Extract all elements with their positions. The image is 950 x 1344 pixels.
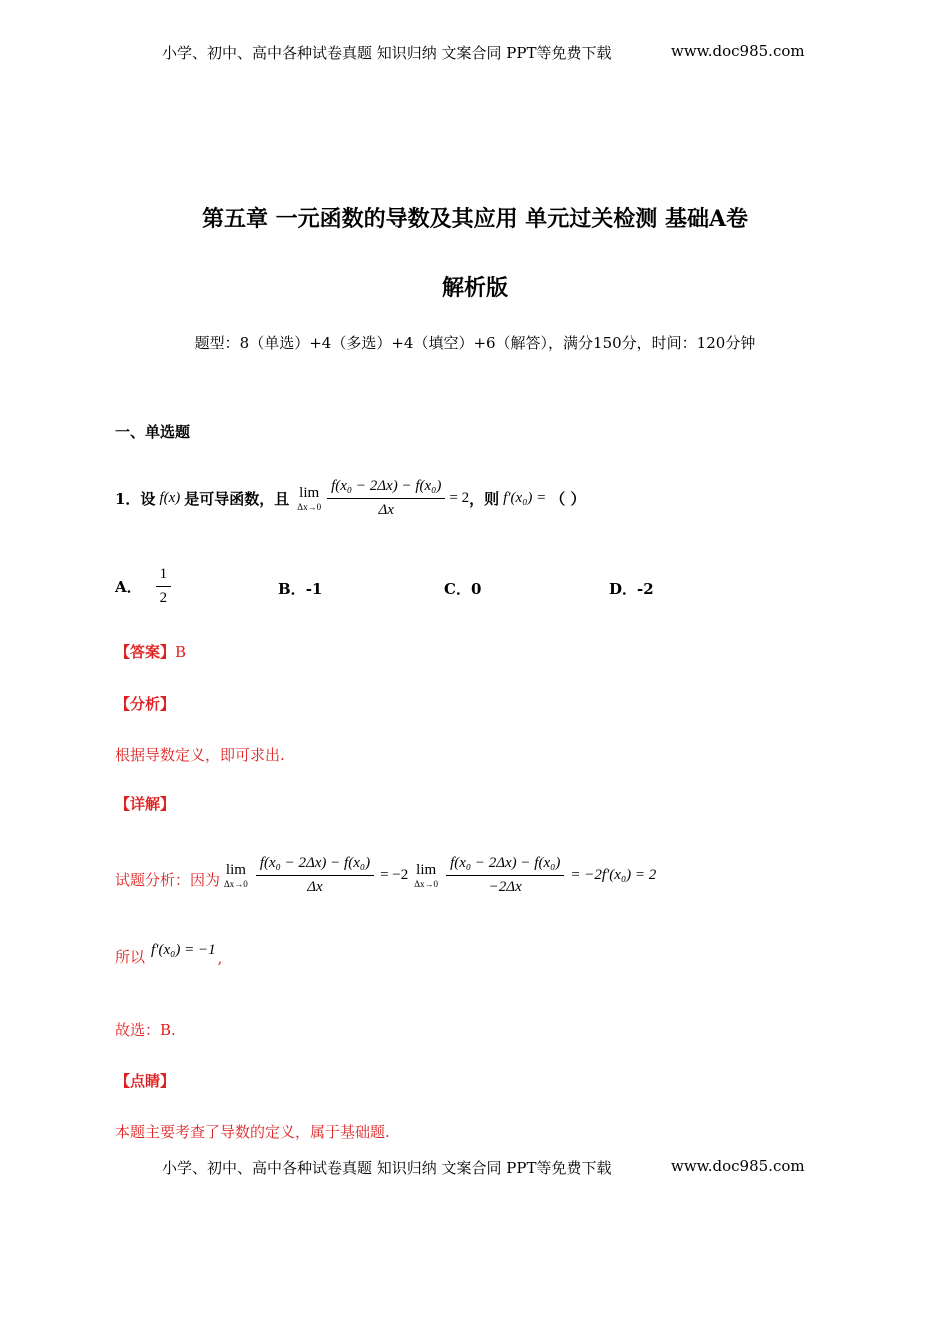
derivation-tail: = −2f′(x₀) = 2 [570, 867, 657, 883]
exam-meta: 题型：8（单选）+4（多选）+4（填空）+6（解答），满分150分，时间：120分钟 [194, 334, 756, 352]
question-text-then: ，则 [469, 489, 500, 508]
conclusion-prefix: 所以 [115, 948, 146, 966]
option-d-label: D． [609, 580, 638, 598]
footer-url[interactable]: www.doc985.com [671, 1157, 805, 1175]
question-text-mid: 是可导函数，且 [184, 489, 290, 508]
page-title: 第五章 一元函数的导数及其应用 单元过关检测 基础A卷 [201, 206, 749, 232]
choose-text: 故选：B. [115, 1021, 176, 1039]
option-a-label: A． [115, 577, 142, 596]
option-c-value: 0 [470, 580, 482, 598]
detail-derivation [115, 836, 656, 896]
option-b[interactable] [278, 578, 322, 599]
lim-operator-1: lim Δx→0 [224, 862, 248, 889]
detail-prefix: 试题分析：因为 [115, 871, 221, 889]
lim-operator-2: lim Δx→0 [414, 862, 439, 889]
footer-left-text: 小学、初中、高中各种试卷真题 知识归纳 文案合同 PPT等免费下载 [162, 1159, 612, 1177]
fprime-expression: f′(x₀) = [503, 489, 547, 506]
function-fx: f(x) [159, 489, 181, 506]
header-left-text: 小学、初中、高中各种试卷真题 知识归纳 文案合同 PPT等免费下载 [162, 44, 612, 62]
answer-line [115, 641, 186, 662]
conclusion-math: f′(x₀) = −1 [151, 942, 216, 958]
option-c[interactable] [444, 578, 481, 599]
question-1 [115, 463, 586, 533]
answer-label: 【答案】 [115, 643, 176, 661]
analysis-label: 【分析】 [115, 695, 176, 713]
option-d-value: -2 [637, 580, 654, 598]
answer-paren: （ ） [550, 489, 586, 508]
comment-label: 【点睛】 [115, 1072, 176, 1090]
option-a-fraction: $\frac{1}{2}$ [156, 566, 172, 607]
option-b-value: -1 [305, 580, 323, 598]
option-a[interactable] [115, 563, 171, 609]
header-url[interactable]: www.doc985.com [671, 42, 805, 60]
option-c-label: C． [444, 580, 471, 598]
answer-value: B [175, 643, 187, 661]
conclusion-suffix: , [217, 949, 223, 967]
lim-operator: lim Δx→0 [297, 484, 322, 512]
detail-label: 【详解】 [115, 795, 176, 813]
section-heading: 一、单选题 [115, 423, 191, 441]
limit-expression [297, 478, 469, 519]
question-number: 1．设 [115, 489, 156, 508]
conclusion-line [115, 942, 223, 967]
derivation-math [224, 855, 656, 896]
fraction-denominator: Δx [378, 501, 394, 518]
option-d[interactable] [609, 578, 654, 599]
limit-fraction [327, 478, 445, 519]
derivation-fraction-2: $\frac{\text{f(x₀ − 2Δx) − f(x₀)}}{-2\Delta x}$ [446, 855, 564, 896]
comment-text: 本题主要考查了导数的定义，属于基础题. [115, 1123, 390, 1141]
page-subtitle: 解析版 [441, 275, 508, 301]
derivation-mid: = −2 [380, 867, 409, 883]
derivation-fraction-1: $\frac{\text{f(x₀ − 2Δx) − f(x₀)}}{\Delta x}$ [256, 855, 374, 896]
fraction-numerator: f(x₀ − 2Δx) − f(x₀) [331, 477, 442, 494]
option-b-label: B． [278, 580, 306, 598]
analysis-text: 根据导数定义，即可求出. [115, 746, 285, 764]
limit-value: = 2 [449, 489, 470, 506]
